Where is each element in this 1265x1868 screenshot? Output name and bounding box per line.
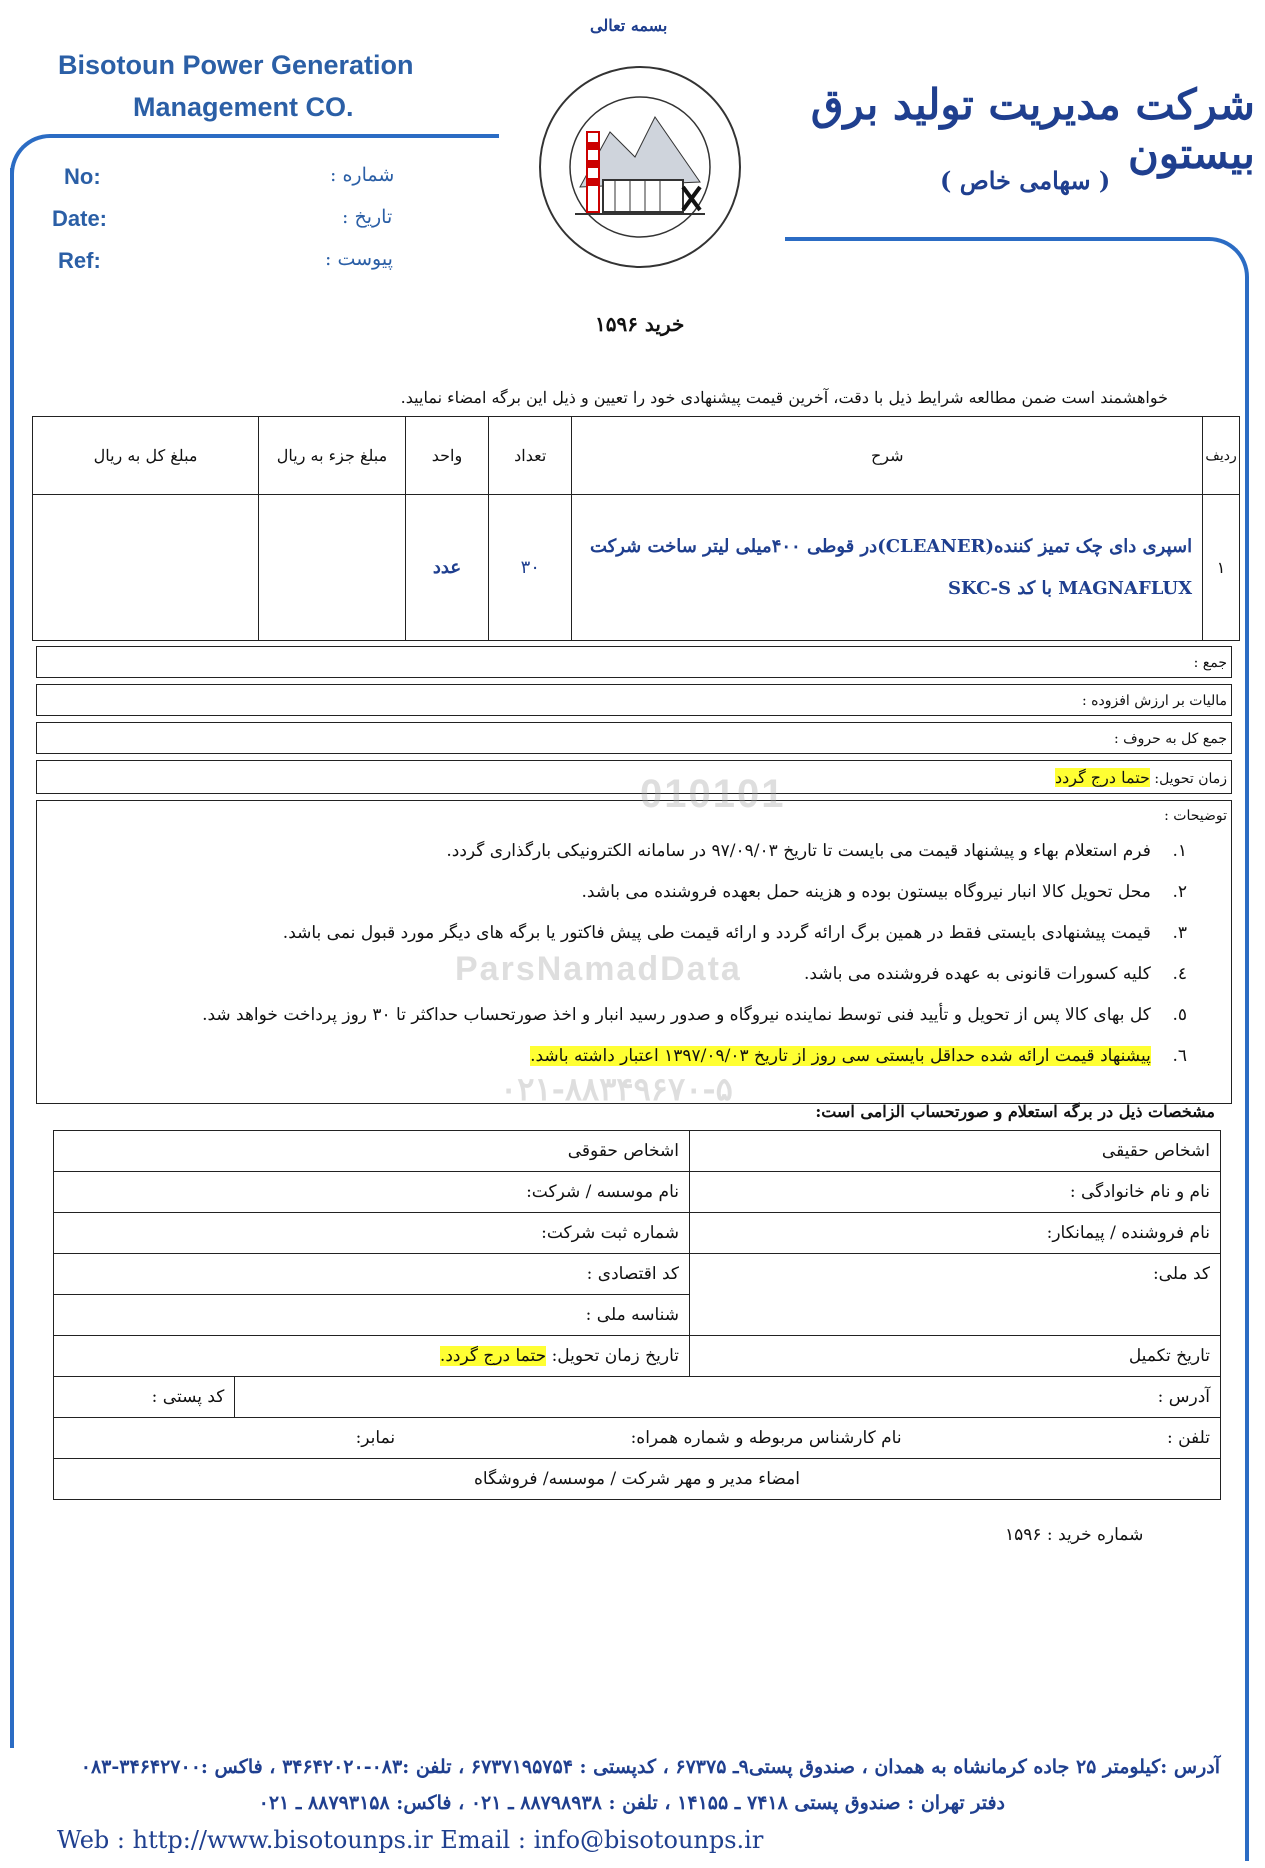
- note-item: [41, 913, 1187, 954]
- bismillah: بسمه تعالی: [590, 16, 668, 35]
- vat-label: مالیات بر ارزش افزوده :: [1082, 693, 1227, 709]
- postal-code-field: کد پستی :: [54, 1377, 235, 1418]
- delivery-label: زمان تحویل:: [1154, 771, 1227, 787]
- cell-unit-price: [259, 495, 406, 641]
- sum-label: جمع :: [1193, 655, 1227, 671]
- header-row-number: ردیف: [1203, 417, 1240, 495]
- info-title: مشخصات ذیل در برگه استعلام و صورتحساب الزامی است:: [815, 1102, 1215, 1121]
- note-text: فرم استعلام بهاء و پیشنهاد قیمت می بایست تا تاریخ ۹۷/۰۹/۰۳ در سامانه الکترونیکی بارگذاری گردد.: [446, 841, 1151, 861]
- note-text: پیشنهاد قیمت ارائه شده حداقل بایستی سی روز از تاریخ ۱۳۹۷/۰۹/۰۳ اعتبار داشته باشد.: [530, 1046, 1151, 1066]
- cell-unit: عدد: [405, 495, 488, 641]
- frame-left-line: [10, 168, 14, 1748]
- natural-persons: اشخاص حقیقی: [690, 1131, 1221, 1172]
- label-date-fa: تاریخ :: [342, 206, 393, 228]
- watermark-phone: ۰۲۱-۸۸۳۴۹۶۷۰-۵: [500, 1070, 733, 1108]
- address-field: آدرس :: [235, 1377, 1221, 1418]
- delivery-date-field: [54, 1336, 690, 1377]
- note-text: محل تحویل کالا انبار نیروگاه بیستون بوده و هزینه حمل بعهده فروشنده می باشد.: [581, 882, 1151, 902]
- info-row: [54, 1254, 1221, 1295]
- watermark-brand: ParsNamadData: [455, 950, 742, 988]
- purchase-number: شماره خرید : ۱۵۹۶: [1005, 1525, 1144, 1545]
- table-header-row: [33, 417, 1240, 495]
- header-unit: واحد: [405, 417, 488, 495]
- purchase-title: خرید ۱۵۹۶: [595, 312, 685, 336]
- header-unit-price: مبلغ جزء به ریال: [259, 417, 406, 495]
- signature-field: امضاء مدیر و مهر شرکت / موسسه/ فروشگاه: [54, 1459, 1221, 1500]
- info-row: [54, 1213, 1221, 1254]
- contact-row: [54, 1418, 1221, 1459]
- note-text: قیمت پیشنهادی بایستی فقط در همین برگ ارائه گردد و ارائه قیمت طی پیش فاکتور یا برگه های دیگر مورد قبول نمی باشد.: [282, 923, 1151, 943]
- note-text: کل بهای کالا پس از تحویل و تأیید فنی توسط نماینده نیروگاه و صدور رسید انبار و اخذ صورتحساب حداکثر تا ۳۰ روز پرداخت خواهد شد.: [202, 1005, 1151, 1025]
- note-number: ٦.: [1172, 1046, 1187, 1066]
- note-number: ٤.: [1172, 964, 1187, 984]
- intro-text: خواهشمند است ضمن مطالعه شرایط ذیل با دقت، آخرین قیمت پیشنهادی خود را تعیین و ذیل این برگه امضاء نمایید.: [400, 388, 1168, 407]
- watermark-digits: 010101: [640, 772, 786, 816]
- cell-total-price: [33, 495, 259, 641]
- company-type: ( سهامی خاص ): [940, 166, 1111, 195]
- info-row: [54, 1377, 1221, 1418]
- national-code-field: کد ملی:: [690, 1254, 1221, 1336]
- seller-field: نام فروشنده / پیمانکار:: [690, 1213, 1221, 1254]
- header-total-price: مبلغ کل به ریال: [33, 417, 259, 495]
- delivery-value: حتما درج گردد: [1055, 768, 1150, 787]
- note-number: ۱.: [1172, 841, 1187, 861]
- info-row: [54, 1131, 1221, 1172]
- label-no-fa: شماره :: [330, 164, 395, 186]
- info-row: [54, 1418, 1221, 1459]
- label-date-en: Date:: [52, 206, 108, 231]
- delivery-date-label: تاریخ زمان تحویل:: [551, 1346, 679, 1366]
- delivery-row: [36, 760, 1232, 794]
- items-table: [32, 416, 1240, 641]
- note-text: کلیه کسورات قانونی به عهده فروشنده می باشد.: [804, 964, 1151, 984]
- institute-field: نام موسسه / شرکت:: [54, 1172, 690, 1213]
- sum-row: [36, 646, 1232, 678]
- company-name-fa: شرکت مدیریت تولید برق بیستون: [810, 80, 1255, 178]
- total-words-row: [36, 722, 1232, 754]
- completion-date-field: تاریخ تکمیل: [690, 1336, 1221, 1377]
- table-row: [33, 495, 1240, 641]
- national-id-field: شناسه ملی :: [54, 1295, 690, 1336]
- header-quantity: تعداد: [489, 417, 572, 495]
- legal-persons: اشخاص حقوقی: [54, 1131, 690, 1172]
- fax-field: نمابر:: [355, 1428, 396, 1448]
- note-number: ۲.: [1172, 882, 1187, 902]
- name-field: نام و نام خانوادگی :: [690, 1172, 1221, 1213]
- total-words-label: جمع کل به حروف :: [1113, 731, 1227, 747]
- vat-row: [36, 684, 1232, 716]
- info-row: [54, 1336, 1221, 1377]
- label-no-en: No:: [64, 164, 101, 189]
- header-description: شرح: [572, 417, 1203, 495]
- description-line2: MAGNAFLUX با کد SKC-S: [948, 577, 1193, 599]
- company-logo-seal: [535, 62, 745, 272]
- cell-quantity: ۳۰: [489, 495, 572, 641]
- company-name-en-line1: Bisotoun Power Generation: [58, 50, 414, 80]
- info-table: [53, 1130, 1221, 1500]
- note-item: [41, 831, 1187, 872]
- phone-field: تلفن :: [1166, 1428, 1210, 1448]
- cell-row-number: ۱: [1203, 495, 1240, 641]
- note-number: ٥.: [1172, 1005, 1187, 1025]
- delivery-date-value: حتما درج گردد.: [439, 1346, 547, 1366]
- footer-tehran-office: دفتر تهران : صندوق پستی ۷۴۱۸ ـ ۱۴۱۵۵ ، تلفن : ۸۸۷۹۸۹۳۸ ـ ۰۲۱ ، فاکس: ۸۸۷۹۳۱۵۸ ـ ۰۲۱: [258, 1792, 1005, 1814]
- description-line1: اسپری دای چک تمیز کننده(CLEANER)در قوطی ۴۰۰میلی لیتر ساخت شرکت: [589, 535, 1193, 557]
- footer-address: آدرس :کیلومتر ۲۵ جاده کرمانشاه به همدان ، صندوق پستی۹ـ ۶۷۳۷۵ ، کدپستی : ۶۷۳۷۱۹۵۷۵۴ ، تلفن :۰۸۳-۳۴۶۴۲۰۲۰ ، فاکس :۳۴۶۴۲۷۰۰-۰۸۳: [80, 1756, 1220, 1778]
- info-row: [54, 1459, 1221, 1500]
- registration-number-field: شماره ثبت شرکت:: [54, 1213, 690, 1254]
- note-number: ۳.: [1172, 923, 1187, 943]
- expert-field: نام کارشناس مربوطه و شماره همراه:: [630, 1428, 902, 1448]
- label-ref-en: Ref:: [58, 248, 101, 273]
- note-item: [41, 995, 1187, 1036]
- cell-description: [572, 495, 1203, 641]
- footer-web-email: Web : http://www.bisotounps.ir Email : info@bisotounps.ir: [57, 1826, 764, 1854]
- label-ref-fa: پیوست :: [325, 248, 393, 270]
- notes-label: توضیحات :: [1164, 808, 1227, 824]
- economic-code-field: کد اقتصادی :: [54, 1254, 690, 1295]
- note-item: [41, 872, 1187, 913]
- company-name-en-line2: Management CO.: [133, 92, 354, 122]
- info-row: [54, 1172, 1221, 1213]
